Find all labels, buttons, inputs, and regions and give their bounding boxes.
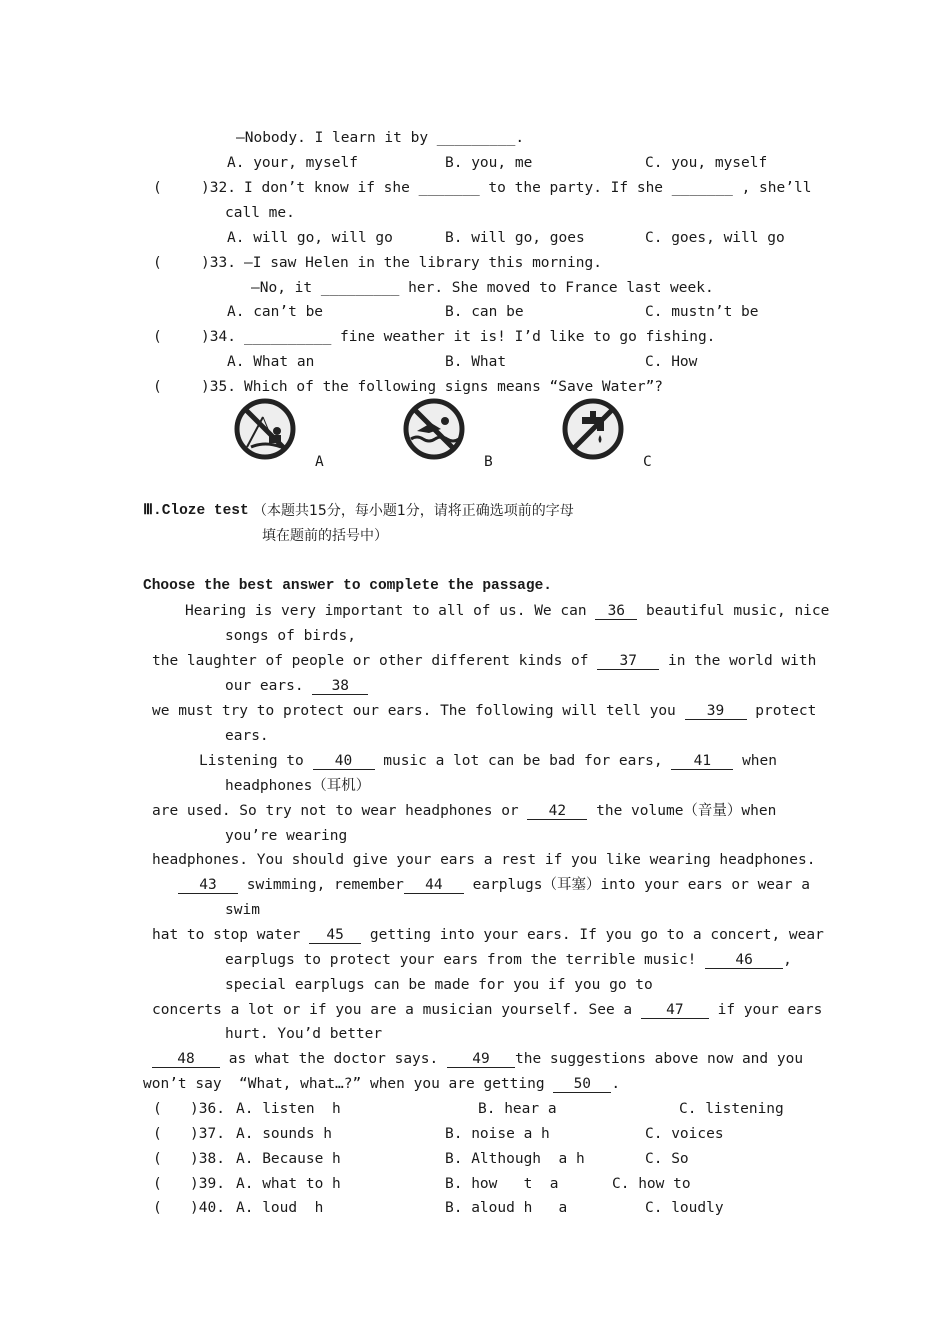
q34-stem: __________ fine weather it is! I’d like to go fishing. <box>244 329 716 345</box>
q34-option-a: A. What an <box>227 354 315 370</box>
cloze-text: hat to stop water <box>152 927 301 943</box>
q36-option-a: A. listen h <box>236 1101 341 1117</box>
q39-option-a: A. what to h <box>236 1176 341 1192</box>
cloze-text: we must try to protect our ears. The following will tell you <box>152 703 676 719</box>
q39-paren: ( <box>153 1176 162 1192</box>
section-note-cont: 填在题前的括号中） <box>262 528 388 544</box>
cloze-line-19 <box>152 1050 803 1068</box>
cloze-line-10: you’re wearing <box>225 828 348 844</box>
q34-option-c: C. How <box>645 354 698 370</box>
q34-number: )34. <box>201 329 236 345</box>
cloze-line-11: headphones. You should give your ears a rest if you like wearing headphones. <box>152 852 816 868</box>
blank-38: 38 <box>312 678 368 695</box>
cloze-text: our ears. <box>225 678 304 694</box>
cloze-text: , <box>783 952 792 968</box>
q32-option-c: C. goes, will go <box>645 230 785 246</box>
q32-paren: ( <box>153 180 162 196</box>
blank-47: 47 <box>641 1002 709 1019</box>
cloze-text: beautiful music, nice <box>646 603 830 619</box>
cloze-text: won’t say “What, what…?” when you are getting <box>143 1076 545 1092</box>
q37-option-b: B. noise a h <box>445 1126 550 1142</box>
q32-stem-cont: call me. <box>225 205 295 221</box>
cloze-text: Listening to <box>199 753 304 769</box>
blank-36: 36 <box>595 603 637 620</box>
cloze-line-1 <box>185 602 829 620</box>
blank-41: 41 <box>671 753 733 770</box>
cloze-text: when <box>742 753 777 769</box>
q35-number: )35. <box>201 379 236 395</box>
q36-paren: ( <box>153 1101 162 1117</box>
q33-paren: ( <box>153 255 162 271</box>
q40-option-a: A. loud h <box>236 1200 324 1216</box>
cloze-text: the laughter of people or other different kinds of <box>152 653 589 669</box>
q40-option-c: C. loudly <box>645 1200 724 1216</box>
q37-option-a: A. sounds h <box>236 1126 333 1142</box>
blank-50: 50 <box>553 1076 611 1093</box>
q38-option-b: B. Although a h <box>445 1151 585 1167</box>
cloze-text: music a lot can be bad for ears, <box>383 753 663 769</box>
save-water-sign-icon <box>560 397 626 465</box>
q38-paren: ( <box>153 1151 162 1167</box>
q34-paren: ( <box>153 329 162 345</box>
sign-label-a: A <box>315 454 324 470</box>
cloze-line-3 <box>152 652 816 670</box>
no-fishing-sign-icon <box>233 397 297 465</box>
q36-number: )36. <box>190 1101 225 1117</box>
cloze-text: in the world with <box>667 653 817 669</box>
cloze-text: Hearing is very important to all of us. We can <box>185 603 587 619</box>
blank-44: 44 <box>404 877 464 894</box>
blank-46: 46 <box>705 952 783 969</box>
cloze-line-9 <box>152 802 776 820</box>
q33-stem: —I saw Helen in the library this morning. <box>244 255 602 271</box>
section-title: Ⅲ.Cloze test <box>143 503 249 519</box>
blank-37: 37 <box>597 653 659 670</box>
q37-paren: ( <box>153 1126 162 1142</box>
q40-paren: ( <box>153 1200 162 1216</box>
cloze-line-12 <box>178 876 810 894</box>
no-swimming-sign-icon <box>401 397 467 465</box>
q39-option-c: C. how to <box>612 1176 691 1192</box>
q37-option-c: C. voices <box>645 1126 724 1142</box>
cloze-line-4 <box>225 677 368 695</box>
q33-option-a: A. can’t be <box>227 304 324 320</box>
cloze-text: if your ears <box>717 1002 823 1018</box>
q35-stem: Which of the following signs means “Save Water”? <box>244 379 664 395</box>
cloze-text: concerts a lot or if you are a musician yourself. See a <box>152 1002 633 1018</box>
blank-42: 42 <box>527 803 587 820</box>
q38-number: )38. <box>190 1151 225 1167</box>
cloze-line-17 <box>152 1001 822 1019</box>
cloze-text: earplugs to protect your ears from the terrible music! <box>225 952 697 968</box>
q38-option-a: A. Because h <box>236 1151 341 1167</box>
blank-43: 43 <box>178 877 238 894</box>
q39-option-b: B. how t a <box>445 1176 559 1192</box>
q32-option-b: B. will go, goes <box>445 230 585 246</box>
cloze-text: . <box>611 1076 621 1092</box>
q40-number: )40. <box>190 1200 225 1216</box>
cloze-instruction: Choose the best answer to complete the passage. <box>143 578 552 594</box>
cloze-line-5 <box>152 702 816 720</box>
q35-paren: ( <box>153 379 162 395</box>
cloze-text: are used. So try not to wear headphones or <box>152 803 519 819</box>
cloze-line-18: hurt. You’d better <box>225 1026 383 1042</box>
cloze-text: as what the doctor says. <box>228 1051 439 1067</box>
sign-label-b: B <box>484 454 493 470</box>
q31-option-c: C. you, myself <box>645 155 768 171</box>
q33-option-b: B. can be <box>445 304 524 320</box>
section-note: （本题共15分，每小题1分，请将正确选项前的字母 <box>253 503 574 519</box>
blank-48: 48 <box>152 1051 220 1068</box>
q37-number: )37. <box>190 1126 225 1142</box>
q33-option-c: C. mustn’t be <box>645 304 759 320</box>
cloze-text: swimming, remember <box>246 877 404 893</box>
cloze-line-14 <box>152 926 824 944</box>
q38-option-c: C. So <box>645 1151 689 1167</box>
q36-option-c: C. listening <box>679 1101 784 1117</box>
q34-option-b: B. What <box>445 354 507 370</box>
q33-stem-cont: —No, it _________ her. She moved to France last week. <box>251 280 714 296</box>
q32-number: )32. <box>201 180 236 196</box>
cloze-text: getting into your ears. If you go to a concert, wear <box>369 927 824 943</box>
blank-39: 39 <box>685 703 747 720</box>
q31-option-b: B. you, me <box>445 155 533 171</box>
q31-stem: —Nobody. I learn it by _________. <box>236 130 525 146</box>
q32-stem: I don’t know if she _______ to the party. If she _______ , she’ll <box>244 180 812 196</box>
cloze-line-8: headphones（耳机） <box>225 778 371 794</box>
cloze-text: the volume（音量）when <box>596 803 777 819</box>
q32-option-a: A. will go, will go <box>227 230 393 246</box>
cloze-line-16: special earplugs can be made for you if you go to <box>225 977 653 993</box>
q36-option-b: B. hear a <box>478 1101 557 1117</box>
cloze-line-6: ears. <box>225 728 269 744</box>
cloze-text: protect <box>755 703 817 719</box>
cloze-text: earplugs（耳塞）into your ears or wear a <box>472 877 810 893</box>
blank-49: 49 <box>447 1051 515 1068</box>
blank-40: 40 <box>313 753 375 770</box>
cloze-line-13: swim <box>225 902 260 918</box>
q31-option-a: A. your, myself <box>227 155 358 171</box>
blank-45: 45 <box>309 927 361 944</box>
q39-number: )39. <box>190 1176 225 1192</box>
sign-label-c: C <box>643 454 652 470</box>
cloze-line-7 <box>199 752 777 770</box>
q33-number: )33. <box>201 255 236 271</box>
cloze-line-20 <box>143 1075 620 1093</box>
q40-option-b: B. aloud h a <box>445 1200 568 1216</box>
cloze-text: the suggestions above now and you <box>514 1051 804 1067</box>
cloze-line-15 <box>225 951 792 969</box>
cloze-line-2: songs of birds, <box>225 628 356 644</box>
